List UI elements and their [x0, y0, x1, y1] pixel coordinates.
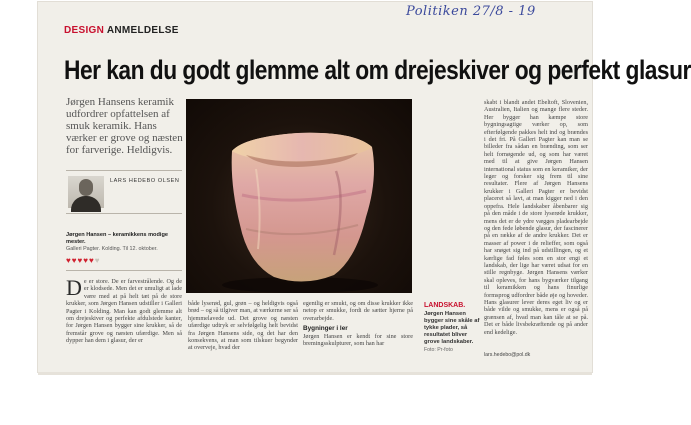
ceramic-bowl-illustration [186, 99, 412, 293]
divider [66, 170, 182, 171]
heart-filled-icon: ♥ [66, 256, 72, 265]
headline: Her kan du godt glemme alt om drejeskiver og perfekt glasur [64, 55, 691, 85]
caption-title: LANDSKAB. [424, 302, 466, 309]
heart-filled-icon: ♥ [83, 256, 89, 265]
exhibition-title: Jørgen Hansen – keramikkens modige mester. [66, 232, 168, 245]
drop-cap: D [66, 275, 82, 300]
photo-credit: Foto: Pr-foto [424, 347, 453, 353]
rating-hearts [66, 256, 101, 265]
article-column-3 [303, 300, 413, 368]
article-column-4: skabt i blandt andet Ebeltoft, Slovenien, Australien, Italien og mange flere steder. Her bygger han kæmpe store bygningsagtige værker op, som efterfølgende pakkes helt ind og brændes i det fri. På Galleri Pagter kan man se billeder fra sådan en brænding, som ser helt fornøgende ud, og som har været med til at give Jørgen Hansen international status som en keramiker, der leger og forsker sig frem til sine resultater. Flere af Jørgen Hansens krukker i Galleri Pagter er bevidst placeret så lavt, at man kigger ned i den oppefra. Hele landskaber åbenbarer sig på den måde i de store lyserøde krukker, mens det er de ydre vægges pladearbejde og den fede løbende glasur, der fascinerer på en række af de andre krukker. Det er masser af power i de relieffer, som også har snøget sig ind på udstillingen, og et kærlige fad føles som en stor engi et landskab, der lige har været udsat for en stille regnbyge. Jørgen Hansens værker skal opleves, for hans bygværker tilgang til keramikken og hans finurlige formsprog udfordrer både øje og hoveder. Hans glasurer lever deres eget liv og er både vilde og smukke, mens er også på grænsen af, hvad man kan tåle at se på. Det er både livsbekræftende og på ander end kedelige. [484, 99, 588, 336]
exhibition-details: Galleri Pagter. Kolding. Til 12. oktober. [66, 246, 158, 252]
heart-filled-icon: ♥ [71, 256, 78, 265]
artwork-photo [186, 99, 412, 293]
divider [66, 270, 182, 271]
subheading: Bygninger i ler [303, 325, 348, 333]
article-text: egentlig er smukt, og om disse krukker ikke netop er smukke, fordi de sætter hjerne på overarbejde. [303, 300, 413, 322]
caption-text: Jørgen Hansen bygger sine skåle af tykke plader, så resultatet bliver grove landskaber. [424, 311, 480, 345]
byline: LARS HEDEBO OLSEN [110, 178, 180, 184]
author-email: lars.hedebo@pol.dk [484, 352, 531, 358]
clipping-shadow [38, 372, 592, 375]
lead-paragraph: Jørgen Hansens keramik udfordrer opfattelsen af smuk keramik. Hans værker er grove og næsten for farverige. Heldigvis. [66, 96, 183, 156]
author-photo-shoulders [71, 196, 101, 212]
section-label-design: DESIGN [64, 25, 105, 36]
article-column-2: både lyserød, gul, grøn – og heldigvis også brød – og så tilgiver man, at værkerne ser så hjemmelavede ud. Det grove og næsten ufærdige udtryk er selvfølgelig helt bevidst fra Jørgen Hansens side, og det har den konsekvens, at man som tilskuer begynder at overveje, hvad der [188, 300, 298, 352]
article-column-1 [66, 275, 182, 368]
heart-filled-icon: ♥ [89, 256, 95, 265]
section-label [64, 25, 179, 36]
author-photo [68, 176, 104, 208]
heart-filled-icon: ♥ [77, 256, 84, 265]
section-label-review: ANMELDELSE [106, 25, 179, 36]
article-text: e er store. De er farvestrålende. Og de er klodsede. Men det er umuligt at lade være med at på helt tæt på de store krukker, som Jørgen Hansen udstiller i Galleri Pagter i Kolding. Man kan godt glemme alt om drejeskiver og perfekte afdulstede kanter, for Jørgen Hansen bygger sine krukker, så de fremstår grove og næsten ufærdige. Men så dypper han dem i glasur, der er [66, 278, 182, 345]
article-text: Jørgen Hansen er kendt for sine store bremingsskulpturer, som han har [303, 332, 413, 348]
heart-empty-icon: ♥ [94, 256, 101, 265]
divider [66, 213, 182, 214]
handwritten-annotation: Politiken 27/8 - 19 [406, 4, 536, 19]
author-photo-head [79, 179, 93, 196]
